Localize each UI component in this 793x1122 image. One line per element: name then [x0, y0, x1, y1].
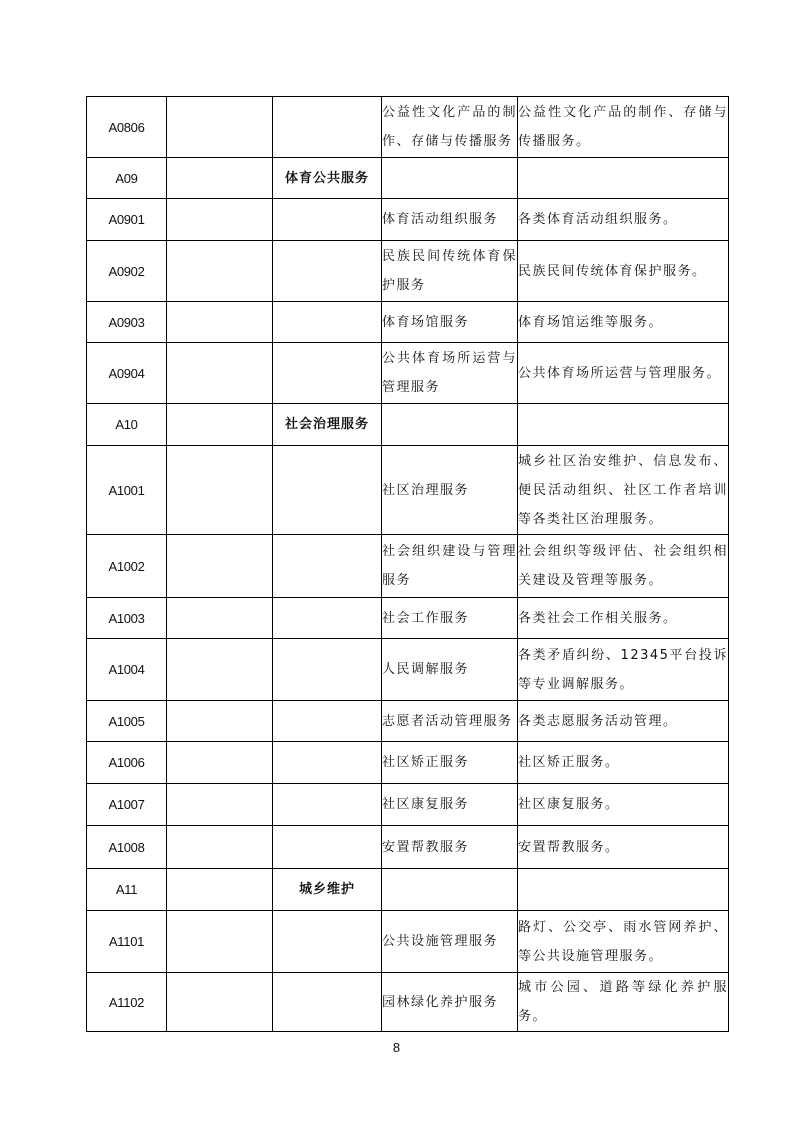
row-service-name: 安置帮教服务 — [382, 826, 518, 869]
row-category — [273, 241, 382, 302]
row-code: A0903 — [87, 302, 167, 343]
row-code: A1005 — [87, 701, 167, 742]
row-category — [273, 826, 382, 869]
row-service-name: 公益性文化产品的制作、存储与传播服务 — [382, 97, 518, 158]
row-description: 各类矛盾纠纷、12345平台投诉等专业调解服务。 — [518, 639, 729, 701]
row-code: A1002 — [87, 535, 167, 598]
row-empty-cell — [167, 404, 273, 446]
row-code: A09 — [87, 158, 167, 199]
table-row — [87, 598, 729, 639]
row-code: A0806 — [87, 97, 167, 158]
row-category — [273, 639, 382, 701]
table-row — [87, 826, 729, 869]
row-description: 体育场馆运维等服务。 — [518, 302, 729, 343]
row-code: A11 — [87, 869, 167, 911]
row-category: 城乡维护 — [273, 869, 382, 911]
row-code: A1004 — [87, 639, 167, 701]
row-service-name: 体育场馆服务 — [382, 302, 518, 343]
table-row — [87, 973, 729, 1032]
row-description: 城市公园、道路等绿化养护服务。 — [518, 973, 729, 1032]
row-service-name: 社区治理服务 — [382, 446, 518, 535]
row-category — [273, 911, 382, 973]
row-description: 城乡社区治安维护、信息发布、便民活动组织、社区工作者培训等各类社区治理服务。 — [518, 446, 729, 535]
row-service-name: 社区矫正服务 — [382, 742, 518, 784]
row-description: 公益性文化产品的制作、存储与传播服务。 — [518, 97, 729, 158]
row-description: 各类社会工作相关服务。 — [518, 598, 729, 639]
row-description: 公共体育场所运营与管理服务。 — [518, 343, 729, 404]
row-empty-cell — [167, 343, 273, 404]
row-empty-cell — [167, 241, 273, 302]
row-empty-cell — [167, 639, 273, 701]
row-empty-cell — [167, 869, 273, 911]
row-category — [273, 535, 382, 598]
table-row — [87, 158, 729, 199]
row-description: 社区矫正服务。 — [518, 742, 729, 784]
row-description: 社区康复服务。 — [518, 784, 729, 826]
row-service-name: 社会组织建设与管理服务 — [382, 535, 518, 598]
row-empty-cell — [167, 302, 273, 343]
table-row — [87, 302, 729, 343]
row-description — [518, 869, 729, 911]
row-code: A1001 — [87, 446, 167, 535]
row-description: 民族民间传统体育保护服务。 — [518, 241, 729, 302]
row-category — [273, 302, 382, 343]
service-catalog-table — [86, 96, 729, 1032]
row-code: A0904 — [87, 343, 167, 404]
row-empty-cell — [167, 97, 273, 158]
page-number: 8 — [392, 1040, 401, 1055]
row-code: A1102 — [87, 973, 167, 1032]
table-row — [87, 535, 729, 598]
table-row — [87, 784, 729, 826]
row-category — [273, 97, 382, 158]
row-service-name: 人民调解服务 — [382, 639, 518, 701]
row-category — [273, 701, 382, 742]
row-service-name: 志愿者活动管理服务 — [382, 701, 518, 742]
table-row — [87, 742, 729, 784]
table-row — [87, 241, 729, 302]
row-empty-cell — [167, 911, 273, 973]
row-code: A10 — [87, 404, 167, 446]
row-description: 社会组织等级评估、社会组织相关建设及管理等服务。 — [518, 535, 729, 598]
row-code: A1003 — [87, 598, 167, 639]
row-category: 体育公共服务 — [273, 158, 382, 199]
row-service-name: 民族民间传统体育保护服务 — [382, 241, 518, 302]
table-row — [87, 701, 729, 742]
row-service-name — [382, 158, 518, 199]
row-service-name: 公共体育场所运营与管理服务 — [382, 343, 518, 404]
row-service-name: 公共设施管理服务 — [382, 911, 518, 973]
row-empty-cell — [167, 784, 273, 826]
row-empty-cell — [167, 158, 273, 199]
row-service-name: 社区康复服务 — [382, 784, 518, 826]
row-empty-cell — [167, 701, 273, 742]
row-code: A0901 — [87, 199, 167, 241]
row-category — [273, 343, 382, 404]
row-empty-cell — [167, 826, 273, 869]
row-description — [518, 158, 729, 199]
row-category — [273, 598, 382, 639]
row-service-name: 体育活动组织服务 — [382, 199, 518, 241]
row-code: A1008 — [87, 826, 167, 869]
row-description: 路灯、公交亭、雨水管网养护、等公共设施管理服务。 — [518, 911, 729, 973]
row-empty-cell — [167, 535, 273, 598]
table-row — [87, 446, 729, 535]
row-category — [273, 973, 382, 1032]
row-category — [273, 199, 382, 241]
row-description: 安置帮教服务。 — [518, 826, 729, 869]
table-row — [87, 343, 729, 404]
table-row — [87, 911, 729, 973]
table-row — [87, 97, 729, 158]
table-row — [87, 404, 729, 446]
row-empty-cell — [167, 199, 273, 241]
row-code: A1007 — [87, 784, 167, 826]
table-row — [87, 639, 729, 701]
row-empty-cell — [167, 446, 273, 535]
row-empty-cell — [167, 973, 273, 1032]
table-row — [87, 869, 729, 911]
row-description: 各类志愿服务活动管理。 — [518, 701, 729, 742]
row-service-name: 社会工作服务 — [382, 598, 518, 639]
row-service-name — [382, 404, 518, 446]
row-category — [273, 742, 382, 784]
row-category: 社会治理服务 — [273, 404, 382, 446]
row-description: 各类体育活动组织服务。 — [518, 199, 729, 241]
row-empty-cell — [167, 742, 273, 784]
row-category — [273, 446, 382, 535]
row-category — [273, 784, 382, 826]
row-code: A0902 — [87, 241, 167, 302]
row-service-name: 园林绿化养护服务 — [382, 973, 518, 1032]
row-service-name — [382, 869, 518, 911]
table-row — [87, 199, 729, 241]
row-empty-cell — [167, 598, 273, 639]
row-code: A1006 — [87, 742, 167, 784]
row-description — [518, 404, 729, 446]
row-code: A1101 — [87, 911, 167, 973]
